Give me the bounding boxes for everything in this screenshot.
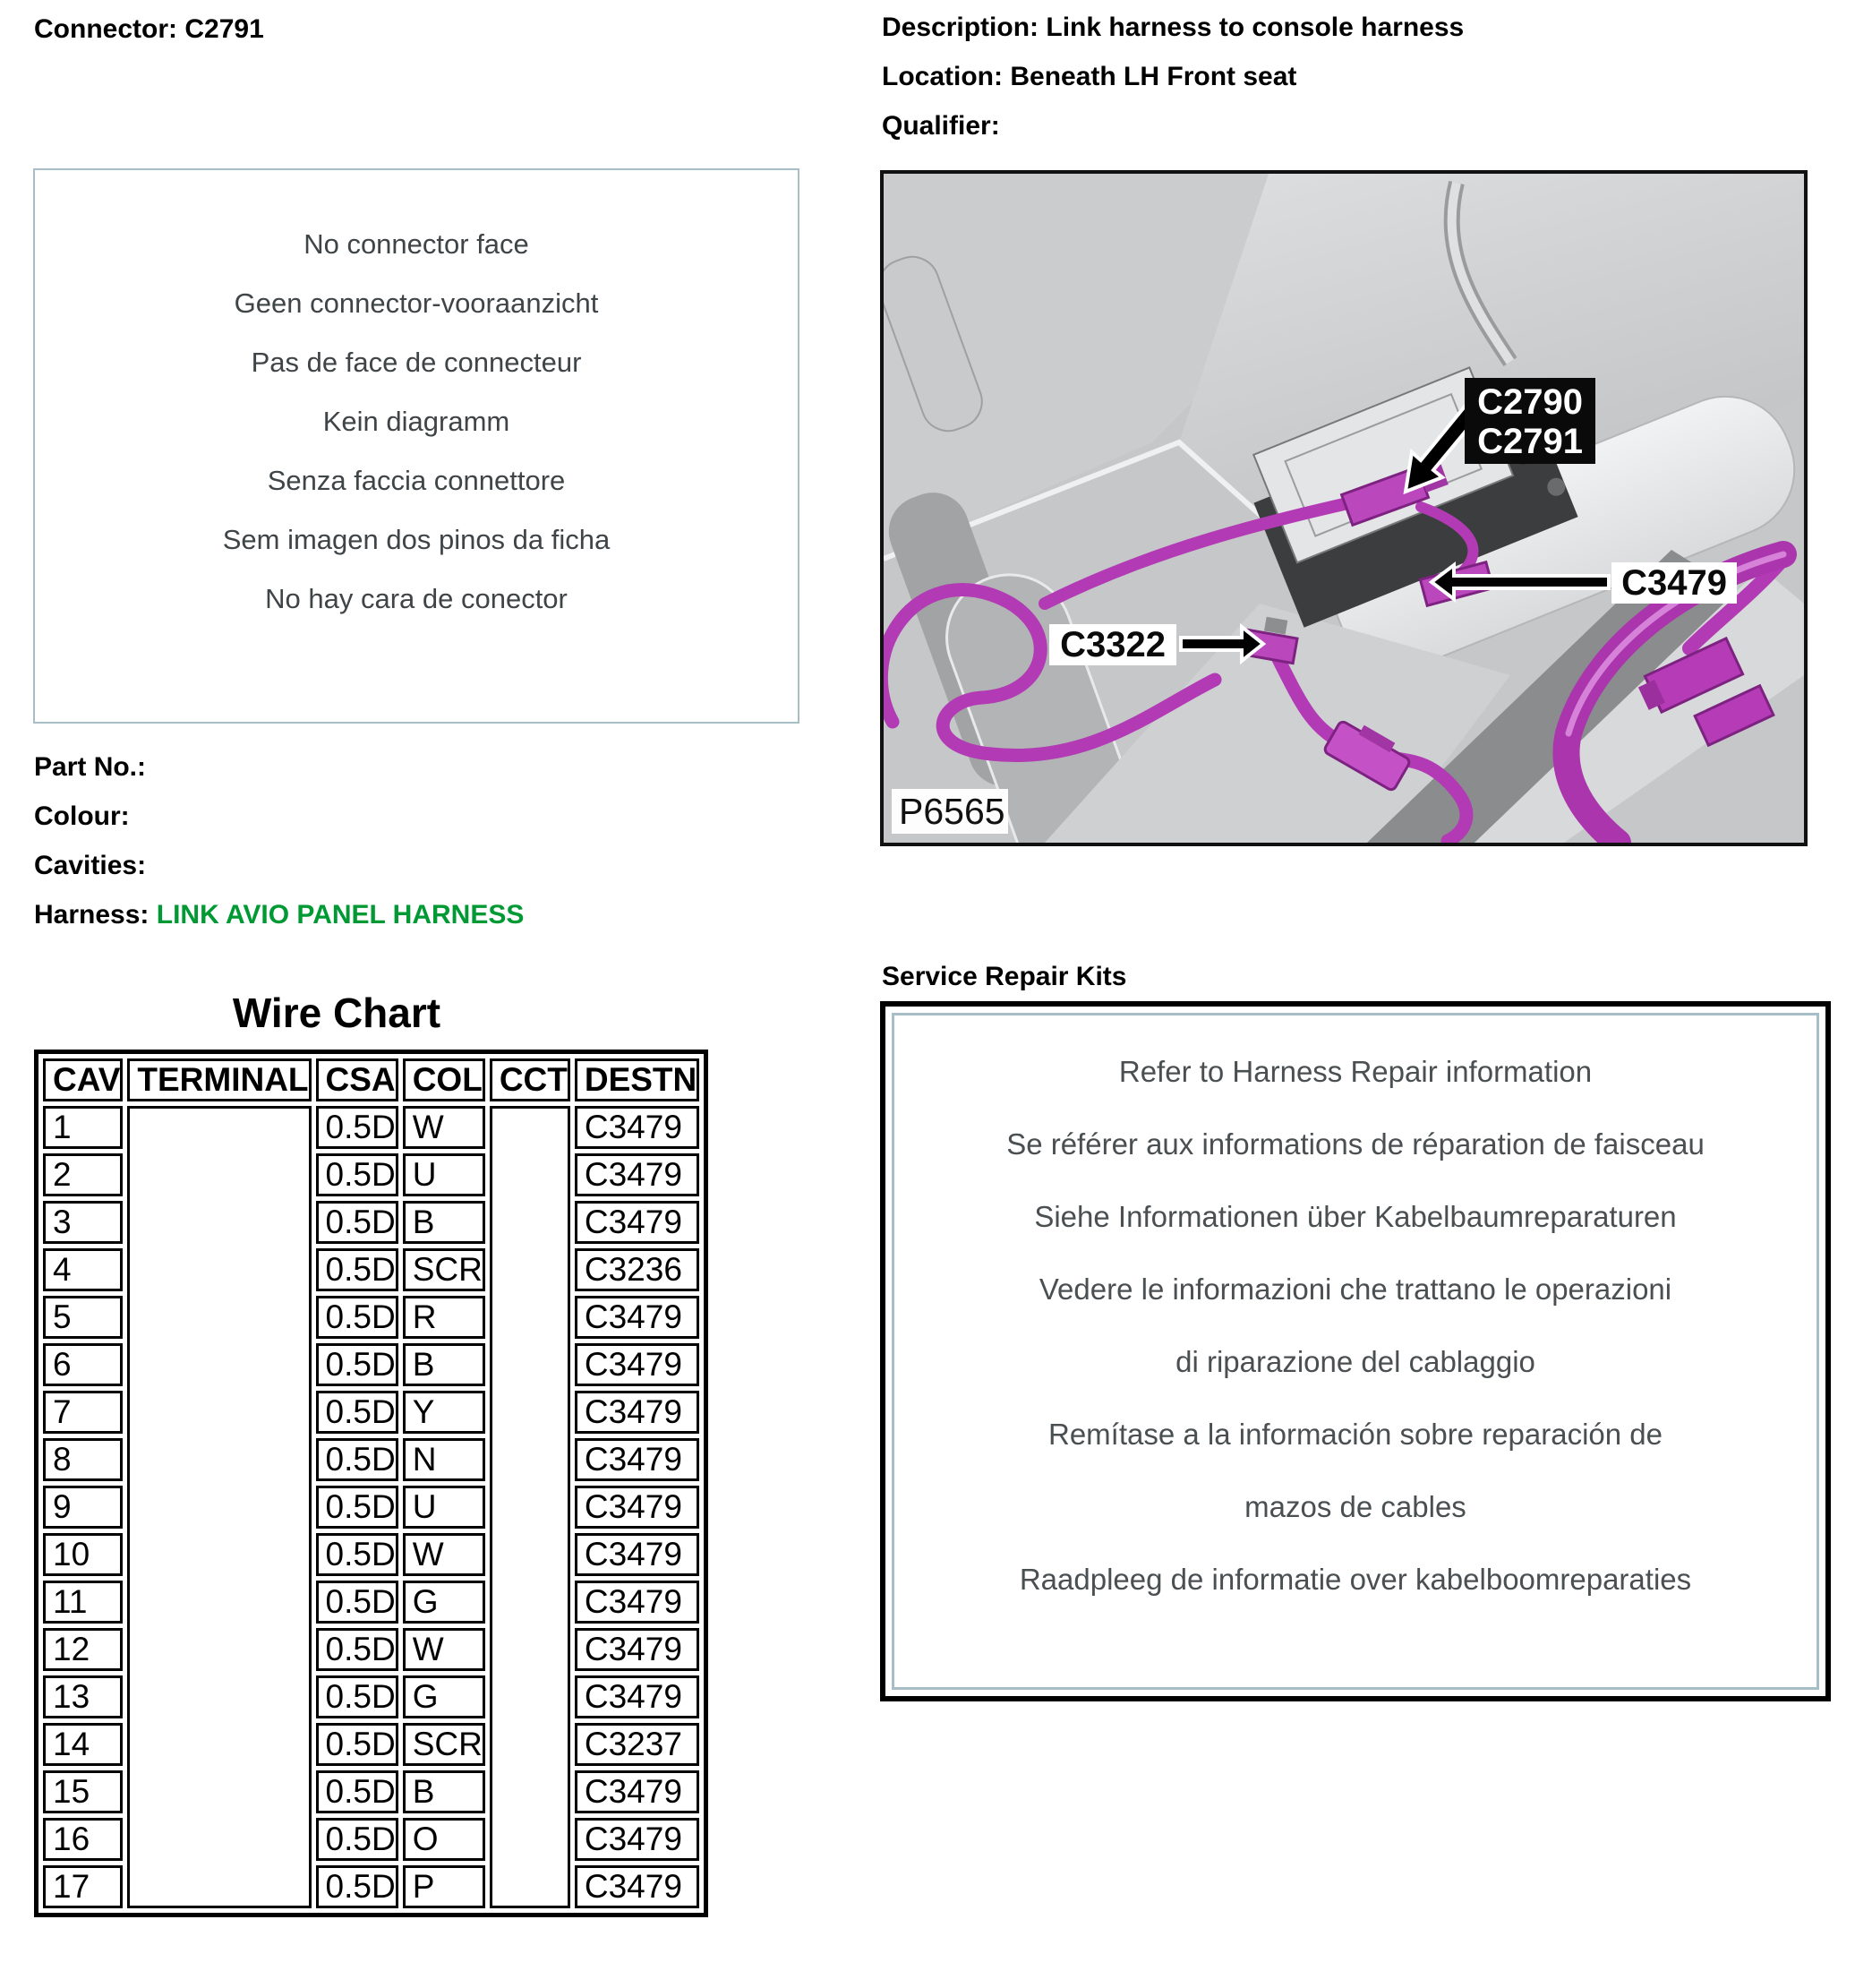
figure-id-text: P6565 — [899, 791, 1005, 832]
cell-col: N — [403, 1438, 485, 1481]
srk-line: Refer to Harness Repair information — [1118, 1055, 1593, 1088]
srk-line: Raadpleeg de informatie over kabelboomreparaties — [1019, 1563, 1692, 1596]
cell-cav: 16 — [43, 1818, 123, 1861]
cell-col: U — [403, 1153, 485, 1196]
cell-destn: C3479 — [575, 1486, 699, 1529]
cell-csa: 0.5D — [316, 1438, 398, 1481]
no-connector-face-box — [33, 168, 799, 724]
colour-line — [34, 801, 130, 832]
callout-text-c3322: C3322 — [1060, 625, 1166, 664]
cell-cav: 14 — [43, 1723, 123, 1766]
cell-csa: 0.5D — [316, 1486, 398, 1529]
cell-destn: C3479 — [575, 1865, 699, 1908]
callout-c3322 — [1049, 624, 1176, 665]
cell-cav: 2 — [43, 1153, 123, 1196]
srk-line: mazos de cables — [1244, 1490, 1466, 1523]
cell-csa: 0.5D — [316, 1865, 398, 1908]
callout-text-c3479: C3479 — [1621, 563, 1727, 603]
srk-line: di riparazione del cablaggio — [1175, 1345, 1535, 1378]
cell-destn: C3236 — [575, 1248, 699, 1291]
cell-col: G — [403, 1675, 485, 1718]
cell-cav: 7 — [43, 1391, 123, 1434]
cell-cav: 5 — [43, 1296, 123, 1339]
callout-text-c2790: C2790 — [1477, 382, 1583, 422]
col-header-destn: DESTN — [575, 1058, 699, 1101]
cell-col: W — [403, 1533, 485, 1576]
col-header-cct: CCT — [490, 1058, 570, 1101]
cell-cct-span — [490, 1106, 570, 1908]
cell-csa: 0.5D — [316, 1153, 398, 1196]
cell-cav: 9 — [43, 1486, 123, 1529]
cell-csa: 0.5D — [316, 1675, 398, 1718]
srk-line: Remítase a la información sobre reparación de — [1047, 1418, 1663, 1451]
callout-c3479 — [1611, 562, 1737, 604]
service-repair-kits-inner — [892, 1013, 1819, 1690]
connector-value: C2791 — [184, 14, 264, 44]
cell-cav: 6 — [43, 1343, 123, 1386]
cell-cav: 8 — [43, 1438, 123, 1481]
cell-cav: 11 — [43, 1581, 123, 1624]
cell-col: O — [403, 1818, 485, 1861]
cell-csa: 0.5D — [316, 1628, 398, 1671]
cell-col: P — [403, 1865, 485, 1908]
cell-cav: 12 — [43, 1628, 123, 1671]
cell-cav: 15 — [43, 1770, 123, 1813]
col-header-terminal: TERMINAL — [127, 1058, 311, 1101]
cell-destn: C3479 — [575, 1343, 699, 1386]
connector-label: Connector: — [34, 14, 177, 44]
harness-label: Harness: — [34, 900, 150, 930]
cell-destn: C3479 — [575, 1818, 699, 1861]
description-line — [882, 13, 1464, 43]
cell-csa: 0.5D — [316, 1581, 398, 1624]
part-no-line — [34, 752, 146, 783]
srk-line: Siehe Informationen über Kabelbaumreparaturen — [1034, 1200, 1677, 1233]
cell-cav: 3 — [43, 1201, 123, 1244]
cavities-line — [34, 851, 146, 881]
ncf-line: No connector face — [303, 228, 529, 260]
cell-col: G — [403, 1581, 485, 1624]
description-label: Description: — [882, 13, 1039, 42]
cell-destn: C3237 — [575, 1723, 699, 1766]
cell-terminal-span — [127, 1106, 311, 1908]
cell-destn: C3479 — [575, 1628, 699, 1671]
connector-title — [34, 14, 264, 45]
cell-col: B — [403, 1343, 485, 1386]
col-header-col: COL — [403, 1058, 485, 1101]
cell-destn: C3479 — [575, 1201, 699, 1244]
cell-destn: C3479 — [575, 1438, 699, 1481]
location-line — [882, 62, 1296, 92]
wire-chart-table — [34, 1050, 708, 1917]
location-photo — [880, 170, 1808, 846]
wire-chart-title: Wire Chart — [232, 990, 441, 1036]
cell-csa: 0.5D — [316, 1343, 398, 1386]
figure-id-label — [892, 789, 1008, 834]
cell-csa: 0.5D — [316, 1391, 398, 1434]
cell-destn: C3479 — [575, 1770, 699, 1813]
cell-col: B — [403, 1201, 485, 1244]
cell-cav: 13 — [43, 1675, 123, 1718]
console-render — [884, 174, 1804, 843]
col-header-csa: CSA — [316, 1058, 398, 1101]
harness-value: LINK AVIO PANEL HARNESS — [156, 900, 525, 930]
cell-destn: C3479 — [575, 1391, 699, 1434]
cell-csa: 0.5D — [316, 1201, 398, 1244]
cell-cav: 1 — [43, 1106, 123, 1149]
cell-csa: 0.5D — [316, 1106, 398, 1149]
ncf-line: No hay cara de conector — [265, 583, 568, 614]
cell-cav: 10 — [43, 1533, 123, 1576]
cell-cav: 4 — [43, 1248, 123, 1291]
cell-col: SCR — [403, 1248, 485, 1291]
cell-destn: C3479 — [575, 1296, 699, 1339]
ncf-line: Sem imagen dos pinos da ficha — [222, 524, 611, 555]
cell-destn: C3479 — [575, 1106, 699, 1149]
cell-csa: 0.5D — [316, 1770, 398, 1813]
cell-csa: 0.5D — [316, 1723, 398, 1766]
service-repair-kits-box — [880, 1001, 1831, 1701]
qualifier-label: Qualifier: — [882, 111, 1000, 141]
cavities-label: Cavities: — [34, 851, 147, 880]
colour-label: Colour: — [34, 801, 130, 831]
cell-col: W — [403, 1628, 485, 1671]
cell-col: Y — [403, 1391, 485, 1434]
cell-col: SCR — [403, 1723, 485, 1766]
cell-destn: C3479 — [575, 1153, 699, 1196]
cell-destn: C3479 — [575, 1581, 699, 1624]
service-repair-kits-title: Service Repair Kits — [882, 962, 1127, 991]
cell-destn: C3479 — [575, 1533, 699, 1576]
ncf-line: Geen connector-vooraanzicht — [234, 287, 599, 319]
location-label: Location: — [882, 62, 1003, 91]
cell-csa: 0.5D — [316, 1818, 398, 1861]
cell-csa: 0.5D — [316, 1296, 398, 1339]
cell-csa: 0.5D — [316, 1533, 398, 1576]
cell-destn: C3479 — [575, 1675, 699, 1718]
cell-csa: 0.5D — [316, 1248, 398, 1291]
cell-cav: 17 — [43, 1865, 123, 1908]
harness-line — [34, 900, 524, 930]
srk-line: Se référer aux informations de réparation de faisceau — [1006, 1127, 1705, 1161]
table-header-row — [43, 1058, 699, 1101]
cell-col: B — [403, 1770, 485, 1813]
location-value: Beneath LH Front seat — [1010, 62, 1297, 91]
callout-c2790-c2791 — [1465, 378, 1595, 464]
description-value: Link harness to console harness — [1046, 13, 1465, 42]
srk-line: Vedere le informazioni che trattano le operazioni — [1039, 1272, 1672, 1306]
cell-col: R — [403, 1296, 485, 1339]
callout-text-c2791: C2791 — [1477, 422, 1583, 461]
ncf-line: Pas de face de connecteur — [251, 347, 582, 378]
part-no-label: Part No.: — [34, 752, 147, 782]
ncf-line: Kein diagramm — [322, 406, 510, 437]
ncf-line: Senza faccia connettore — [267, 465, 566, 496]
cell-col: U — [403, 1486, 485, 1529]
table-row — [43, 1106, 699, 1149]
col-header-cav: CAV — [43, 1058, 123, 1101]
cell-col: W — [403, 1106, 485, 1149]
qualifier-line — [882, 111, 1000, 141]
